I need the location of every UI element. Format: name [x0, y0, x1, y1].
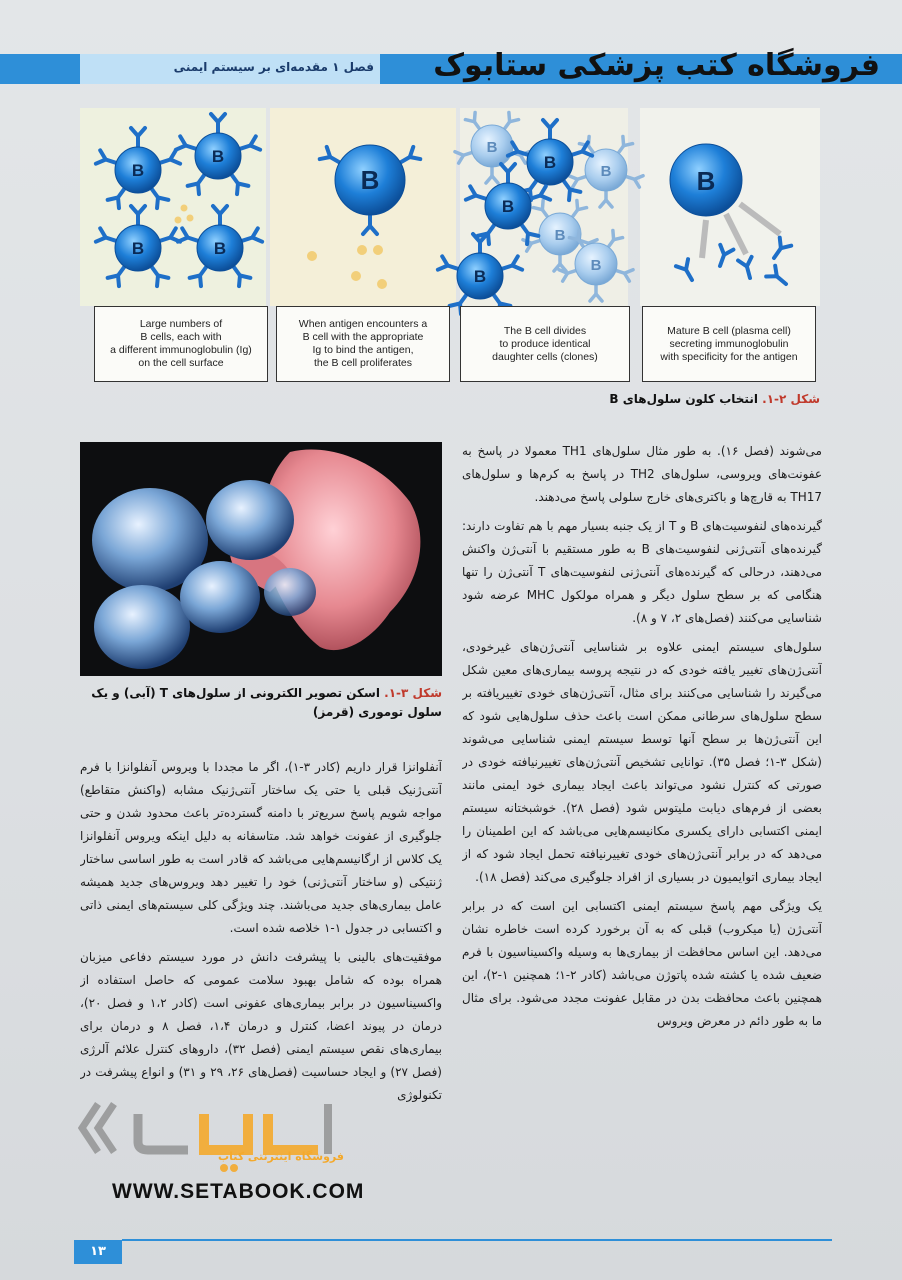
paragraph: گیرنده‌های لنفوسیت‌های B و T از یک جنبه بسیار مهم با هم تفاوت دارند: گیرنده‌های آنتی‌ژنی لنفوسیت‌های B به طور مستقیم با آنتی‌ژن واکنش می‌دهند، درحالی که گیرنده‌های آنتی‌ژنی لنفوسیت‌های T آنتی‌ژن را تنها هنگامی که بر سطح سلول دیگر و همراه مولکول MHC عرضه شود شناسایی می‌کنند (فصل‌های ۲، ۷ و ۸).: [462, 519, 822, 625]
caption-line: a different immunoglobulin (Ig): [110, 344, 252, 356]
antigen-dot: [357, 245, 367, 255]
caption-line: Mature B cell (plasma cell): [667, 324, 791, 337]
caption-line: with specificity for the antigen: [660, 350, 798, 363]
paragraph: آنفلوانزا قرار داریم (کادر ۳-۱)، اگر ما مجددا با ویروس آنفلوانزا با فرم آنتی‌ژنیک قبلی یا حتی یک ساختار آنتی‌ژنیک مشابه (واکنش متقاطع) مواجه شویم پاسخ سریع‌تر با دامنه گسترده‌تر باعث محدود شدن و حتی جلوگیری از عفونت خواهد شد. متاسفانه به دلیل اینکه ویروس آنفلوانزا یک کلاس از ارگانیسم‌هایی می‌باشد که قادر است به طور اساسی ساختار ژنتیکی (و ساختار آنتی‌ژنی) خود را تغییر دهد ویروس‌های جدید همیشه عامل بیماری‌های جدید می‌باشند. چند ویژگی کلی سیستم‌های ایمنی ذاتی و اکتسابی در جدول ۱-۱ خلاصه شده است.: [80, 760, 442, 935]
chapter-title: فصل ۱ مقدمه‌ای بر سیستم ایمنی: [173, 60, 374, 74]
plasma-cell-label: B: [696, 166, 716, 196]
watermark-subtitle: فروشگاه اینترنتی کتاب: [218, 1150, 344, 1163]
caption-line: When antigen encounters a: [298, 318, 428, 330]
caption-line: Large numbers of: [139, 318, 223, 330]
t-cell: [206, 480, 294, 560]
panel-4-caption: [642, 306, 816, 382]
antigen-dot: [187, 215, 194, 222]
paragraph: می‌شوند (فصل ۱۶). به طور مثال سلول‌های TH1 معمولا در پاسخ به عفونت‌های ویروسی، سلول‌های TH2 در پاسخ به کرم‌ها و سلول‌های TH17 به قارچ‌ها و باکتری‌های خارج سلولی پاسخ می‌دهند.: [462, 444, 822, 504]
figure-2-caption: [430, 392, 820, 412]
caption-line: B cell with the appropriate: [302, 331, 424, 343]
clonal-selection-figure: [80, 108, 820, 390]
caption-line: Ig to bind the antigen,: [312, 344, 414, 356]
caption-line: secreting immunoglobulin: [669, 337, 789, 350]
page-number: ۱۳: [74, 1240, 122, 1264]
figure-2-text: انتخاب کلون سلول‌های B: [609, 392, 763, 406]
watermark-url: WWW.SETABOOK.COM: [112, 1180, 365, 1203]
electron-micrograph-drawing: [80, 442, 442, 676]
caption-line: to produce identical: [499, 337, 591, 350]
figure-3-caption: [80, 684, 442, 724]
caption-line: daughter cells (clones): [492, 350, 598, 363]
paragraph: سلول‌های سیستم ایمنی علاوه بر شناسایی آنتی‌ژن‌های غیرخودی، آنتی‌ژن‌های تغییر یافته خودی که در نتیجه پروسه بیماری‌های معین شکل می‌گیرند را شناسایی می‌کنند برای مثال، آنتی‌ژن‌های خودی تغییریافته بر سطح سلول‌های سرطانی ممکن است باعث حذف سلول‌هایی شود که این آنتی‌ژن‌ها بر سطح آنها توسط سیستم ایمنی شناسایی می‌شوند (شکل ۳-۱؛ فصل ۳۵). توانایی تشخیص آنتی‌ژن‌های تغییرنیافته خودی در صورتی که کنترل نشود می‌تواند باعث ایجاد بیماری خود ایمنی مانند بعضی از فرم‌های دیابت ملیتوس شود (فصل ۲۸). خوشبختانه سیستم ایمنی اکتسابی دارای یکسری مکانیسم‌هایی می‌باشد که این اطمینان را می‌دهد که در برابر آنتی‌ژن‌های خودی تغییرنیافته تحمل ایجاد شود که از ایجاد بیماری اتوایمیون در بسیاری از افراد جلوگیری می‌کند (فصل ۱۸).: [462, 640, 822, 884]
caption-line: the B cell proliferates: [313, 357, 413, 369]
panel-3-caption: [460, 306, 630, 382]
panel-2-caption: [276, 306, 450, 382]
antigen-dot: [175, 217, 182, 224]
t-cell: [94, 585, 190, 669]
antigen-dot: [181, 205, 188, 212]
t-cell: [180, 561, 260, 633]
caption-line: The B cell divides: [503, 324, 587, 337]
b-cell-label: B: [360, 165, 380, 195]
antigen-dot: [351, 271, 361, 281]
caption-line: B cells, each with: [140, 331, 222, 343]
figure-3-label: شکل ۳-۱.: [384, 686, 442, 700]
antigen-dot: [373, 245, 383, 255]
panel-1-caption: [94, 306, 268, 382]
electron-micrograph-image: [80, 442, 442, 676]
antigen-dot: [307, 251, 317, 261]
figure-2-label: شکل ۲-۱.: [762, 392, 820, 406]
t-cell: [264, 568, 316, 616]
footer-rule: [122, 1239, 832, 1241]
figure-3-text: اسکن تصویر الکترونی از سلول‌های T (آبی) و یک سلول توموری (قرمز): [91, 686, 442, 719]
paragraph: موفقیت‌های بالینی با پیشرفت دانش در مورد سیستم دفاعی میزبان همراه بوده که شامل بهبود سلامت عمومی که حاصل استفاده از واکسیناسیون در برابر بیماری‌های عفونی است (کادر ۱،۲ و فصل ۲۰)، درمان در پیوند اعضا، کنترل و درمان ۱،۴، فصل ۸ و درمان برای بیماری‌های نقص سیستم ایمنی (فصل ۳۲)، داروهای کنترل علائم آلرژی (فصل ۲۷) و ایجاد حساسیت (فصل‌های ۲۶، ۲۹ و ۳۱) و انواع پیشرفت در تکنولوژی: [80, 950, 442, 1102]
caption-line: on the cell surface: [138, 357, 224, 369]
paragraph: یک ویژگی مهم پاسخ سیستم ایمنی اکتسابی این است که در برابر آنتی‌ژن (یا میکروب) قبلی که به آن برخورد کرده است خاطره نشان می‌دهد. این اساس محافظت از بیماری‌ها به وسیله واکسیناسیون با فرم ضعیف شده یا کشته شده پاتوژن می‌باشد (کادر ۲-۱؛ همچنین ۱-۲)، این همچنین باعث محافظت بدن در مقابل عفونت مجدد می‌شود. برای مثال ما به طور دائم در معرض ویروس: [462, 899, 822, 1028]
right-text-column: [462, 440, 822, 1230]
store-title: فروشگاه کتب پزشکی ستابوک: [433, 48, 880, 83]
antigen-dot: [377, 279, 387, 289]
